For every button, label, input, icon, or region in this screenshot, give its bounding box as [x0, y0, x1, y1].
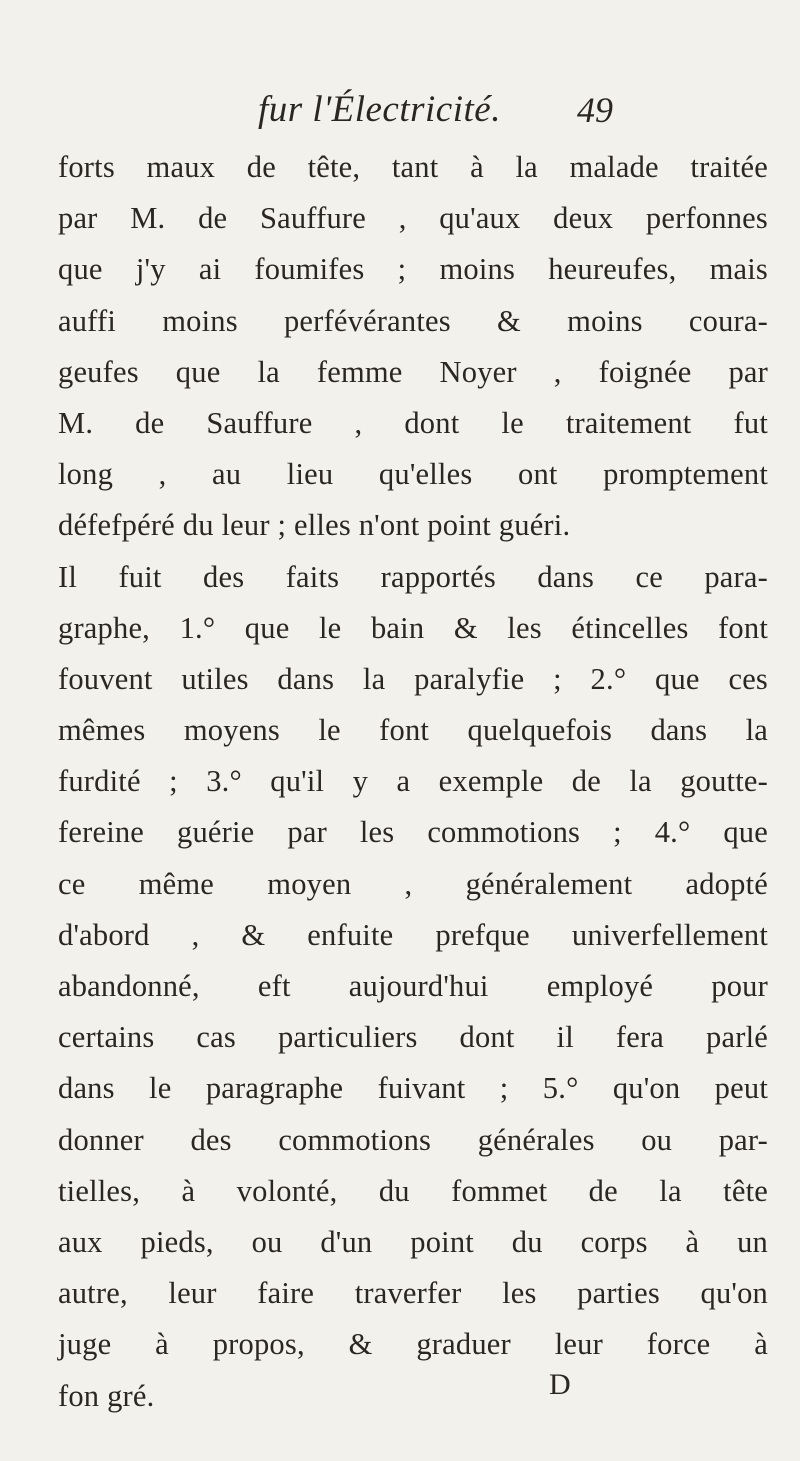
text-line: M. de Sauffure , dont le traitement fut — [58, 405, 768, 440]
text-line: ce même moyen , généralement adopté — [58, 866, 768, 901]
text-line: défefpéré du leur ; elles n'ont point guéri. — [58, 508, 571, 543]
text-line: fereine guérie par les commotions ; 4.° que — [58, 815, 768, 850]
text-line: long , au lieu qu'elles ont promptement — [58, 457, 768, 492]
text-line: certains cas particuliers dont il fera parlé — [58, 1020, 768, 1055]
text-line: aux pieds, ou d'un point du corps à un — [58, 1224, 768, 1259]
text-line: que j'y ai foumifes ; moins heureufes, mais — [58, 252, 768, 287]
text-line: fouvent utiles dans la paralyfie ; 2.° que ces — [58, 661, 768, 696]
text-line: graphe, 1.° que le bain & les étincelles font — [58, 610, 768, 645]
page-number: 49 — [577, 90, 613, 130]
text-line: fon gré. — [58, 1378, 155, 1413]
text-line: mêmes moyens le font quelquefois dans la — [58, 713, 768, 748]
text-line: abandonné, eft aujourd'hui employé pour — [58, 969, 768, 1003]
signature-mark: D — [549, 1368, 571, 1401]
text-line: par M. de Sauffure , qu'aux deux perfonnes — [58, 201, 768, 236]
text-line: auffi moins perfévérantes & moins coura- — [58, 303, 768, 338]
text-line: Il fuit des faits rapportés dans ce para- — [58, 559, 768, 594]
running-head — [0, 88, 800, 132]
text-line: d'abord , & enfuite prefque univerfellement — [58, 917, 768, 952]
text-line: dans le paragraphe fuivant ; 5.° qu'on peut — [58, 1071, 768, 1106]
running-title: fur l'Électricité. — [258, 89, 501, 130]
text-line: tielles, à volonté, du fommet de la tête — [58, 1173, 768, 1208]
text-line: geufes que la femme Noyer , foignée par — [58, 354, 768, 389]
text-line: juge à propos, & graduer leur force à — [58, 1327, 768, 1362]
text-line: furdité ; 3.° qu'il y a exemple de la goutte- — [58, 764, 768, 799]
text-line: forts maux de tête, tant à la malade traitée — [58, 150, 768, 184]
text-line: donner des commotions générales ou par- — [58, 1122, 768, 1157]
body-text — [58, 142, 768, 1422]
text-line: autre, leur faire traverfer les parties qu'on — [58, 1276, 768, 1311]
